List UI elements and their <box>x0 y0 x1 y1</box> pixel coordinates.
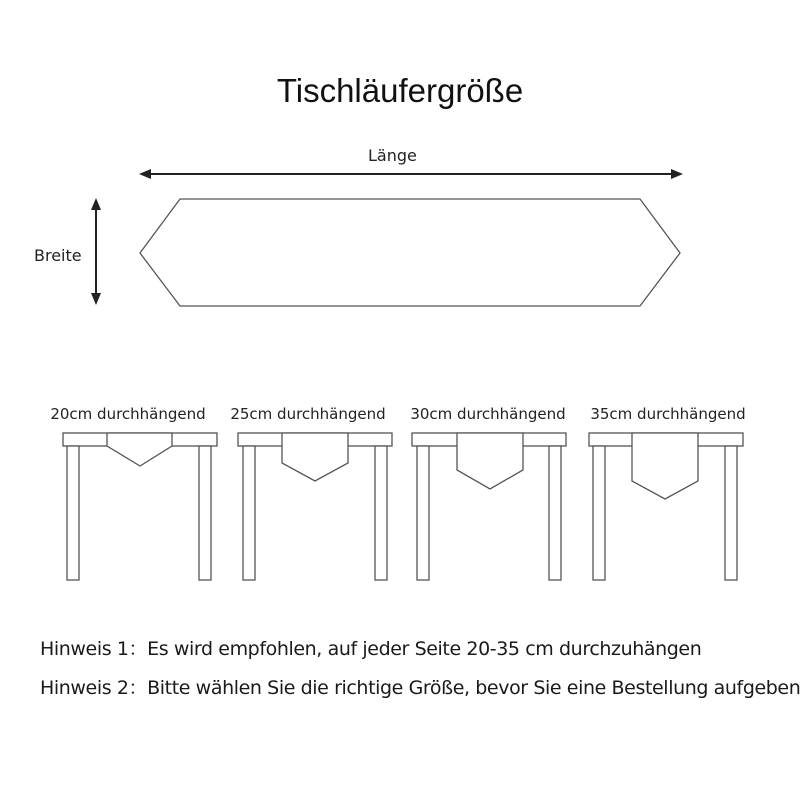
runner-overhang-35 <box>632 433 698 499</box>
note-2: Hinweis 2：Bitte wählen Sie die richtige Größe, bevor Sie eine Bestellung aufgeben <box>40 677 800 699</box>
runner-overhang-30 <box>457 433 523 489</box>
note-1: Hinweis 1：Es wird empfohlen, auf jeder Seite 20-35 cm durchzuhängen <box>40 638 702 660</box>
length-label: Länge <box>368 146 417 165</box>
table-35cm <box>589 433 743 580</box>
table-label-35: 35cm durchhängend <box>590 405 746 423</box>
width-label: Breite <box>34 246 82 265</box>
runner-overhang-25 <box>282 433 348 481</box>
table-label-30: 30cm durchhängend <box>410 405 566 423</box>
runner-overhang-20 <box>107 433 172 466</box>
table-label-20: 20cm durchhängend <box>50 405 206 423</box>
table-20cm <box>63 433 217 580</box>
table-25cm <box>238 433 392 580</box>
page-title: Tischläufergröße <box>276 72 524 109</box>
table-30cm <box>412 433 566 580</box>
table-label-25: 25cm durchhängend <box>230 405 386 423</box>
